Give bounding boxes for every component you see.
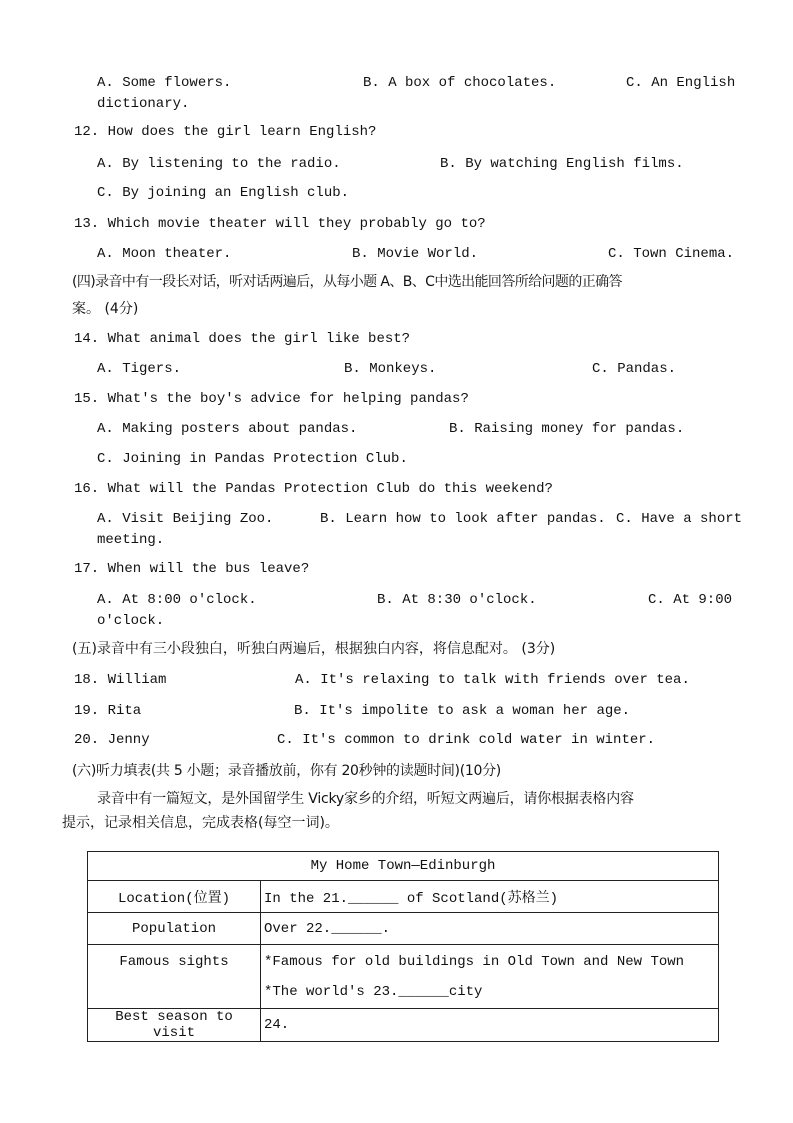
section4-instruction-line2: 案。 (4分)	[72, 301, 139, 317]
table-row	[88, 1009, 719, 1042]
match-item-20: 20. Jenny	[74, 732, 150, 748]
q12-stem: 12. How does the girl learn English?	[74, 124, 377, 140]
q14-option-a: A. Tigers.	[97, 361, 182, 377]
row-value-best-season: 24.	[261, 1009, 719, 1042]
q14-stem: 14. What animal does the girl like best?	[74, 331, 411, 347]
section5-instruction: (五)录音中有三小段独白，听独白两遍后，根据独白内容，将信息配对。 (3分)	[72, 641, 556, 657]
q13-option-c: C. Town Cinema.	[608, 246, 735, 262]
famous-sights-line1: *Famous for old buildings in Old Town and New Town	[264, 953, 685, 970]
q12-option-a: A. By listening to the radio.	[97, 156, 341, 172]
q11-option-b: B. A box of chocolates.	[363, 75, 557, 91]
q16-option-a: A. Visit Beijing Zoo.	[97, 511, 274, 527]
q16-option-b: B. Learn how to look after pandas.	[320, 511, 606, 527]
table-title-row	[88, 852, 719, 881]
table-row	[88, 945, 719, 1009]
section6-passage-line1: 录音中有一篇短文，是外国留学生 Vicky家乡的介绍，听短文两遍后，请你根据表格内容	[97, 791, 634, 807]
table-row	[88, 913, 719, 945]
row-value-population: Over 22.______.	[261, 913, 719, 945]
q17-stem: 17. When will the bus leave?	[74, 561, 310, 577]
q11-option-a: A. Some flowers.	[97, 75, 232, 91]
q14-option-c: C. Pandas.	[592, 361, 677, 377]
q16-stem: 16. What will the Pandas Protection Club do this weekend?	[74, 481, 553, 497]
q12-option-b: B. By watching English films.	[440, 156, 684, 172]
row-value-famous-sights	[261, 945, 719, 1009]
q13-option-b: B. Movie World.	[352, 246, 479, 262]
q13-stem: 13. Which movie theater will they probably go to?	[74, 216, 486, 232]
q16-option-c-continued: meeting.	[97, 532, 165, 548]
q11-option-c-continued: dictionary.	[97, 96, 190, 112]
table-row	[88, 881, 719, 913]
row-label-best-season: Best season to visit	[88, 1009, 261, 1042]
row-label-location: Location(位置)	[88, 881, 261, 913]
section6-passage-line2: 提示，记录相关信息，完成表格(每空一词)。	[62, 815, 339, 831]
q11-option-c: C. An English	[626, 75, 736, 91]
q13-option-a: A. Moon theater.	[97, 246, 232, 262]
match-option-a: A. It's relaxing to talk with friends over tea.	[295, 672, 690, 688]
q17-option-b: B. At 8:30 o'clock.	[377, 592, 537, 608]
q14-option-b: B. Monkeys.	[344, 361, 437, 377]
q15-stem: 15. What's the boy's advice for helping pandas?	[74, 391, 469, 407]
row-label-famous-sights: Famous sights	[88, 945, 261, 1009]
q17-option-a: A. At 8:00 o'clock.	[97, 592, 257, 608]
q17-option-c: C. At 9:00	[648, 592, 733, 608]
table-title: My Home Town—Edinburgh	[88, 852, 719, 881]
q12-option-c: C. By joining an English club.	[97, 185, 350, 201]
match-item-18: 18. William	[74, 672, 167, 688]
section6-instruction: (六)听力填表(共 5 小题；录音播放前，你有 20秒钟的读题时间)(10分)	[72, 763, 501, 779]
hometown-table	[87, 851, 719, 1042]
match-option-c: C. It's common to drink cold water in winter.	[277, 732, 656, 748]
row-value-location: In the 21.______ of Scotland(苏格兰)	[261, 881, 719, 913]
q15-option-b: B. Raising money for pandas.	[449, 421, 685, 437]
row-label-population: Population	[88, 913, 261, 945]
famous-sights-line2: *The world's 23.______city	[264, 983, 483, 1000]
section4-instruction-line1: (四)录音中有一段长对话，听对话两遍后，从每小题 A、B、C中选出能回答所给问题的正确答	[72, 274, 622, 290]
q15-option-c: C. Joining in Pandas Protection Club.	[97, 451, 408, 467]
match-option-b: B. It's impolite to ask a woman her age.	[294, 703, 631, 719]
q17-option-c-continued: o'clock.	[97, 613, 165, 629]
match-item-19: 19. Rita	[74, 703, 142, 719]
q15-option-a: A. Making posters about pandas.	[97, 421, 358, 437]
q16-option-c: C. Have a short	[616, 511, 743, 527]
